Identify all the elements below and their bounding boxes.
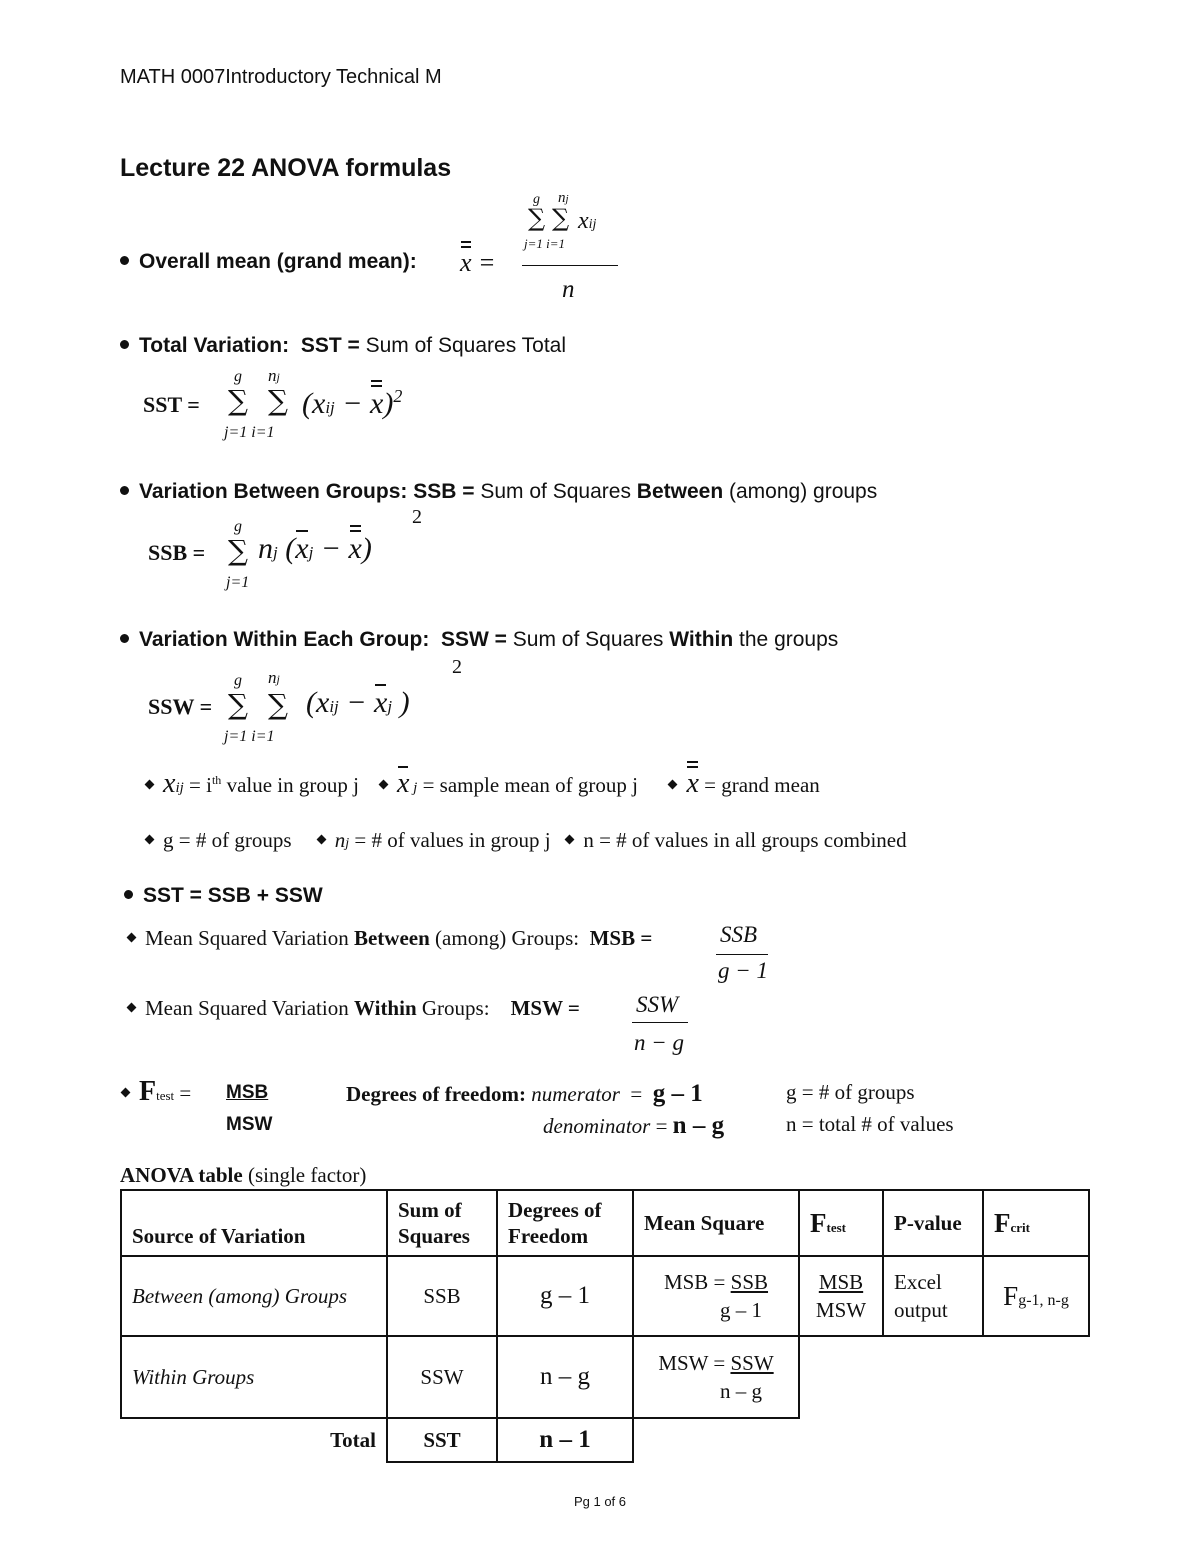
header-source: Source of Variation bbox=[121, 1190, 387, 1256]
bullet-icon bbox=[120, 486, 129, 495]
diamond-bullet-icon bbox=[145, 834, 155, 844]
header-f-crit: Fcrit bbox=[983, 1190, 1089, 1256]
total-ss: SST bbox=[387, 1418, 497, 1462]
n-note: n = total # of values bbox=[786, 1112, 954, 1136]
row-df-within: n – g bbox=[497, 1336, 633, 1418]
msb-denominator: g − 1 bbox=[718, 958, 769, 983]
anova-table bbox=[120, 1189, 1090, 1463]
bullet-icon bbox=[124, 890, 133, 899]
ftest-denominator: MSW bbox=[226, 1114, 273, 1135]
page-number: Pg 1 of 6 bbox=[573, 1494, 627, 1509]
definitions-row-2: g = # of groups nj = # of values in group j n = # of values in all groups combined bbox=[146, 828, 907, 853]
diamond-bullet-icon bbox=[127, 932, 137, 942]
overall-mean-label: Overall mean (grand mean): bbox=[120, 250, 417, 274]
diamond-bullet-icon bbox=[668, 779, 678, 789]
row-df-between: g – 1 bbox=[497, 1256, 633, 1336]
between-groups-line: Variation Between Groups: SSB = Sum of Squares Between (among) groups bbox=[120, 480, 877, 504]
g-note: g = # of groups bbox=[786, 1080, 915, 1104]
bullet-icon bbox=[120, 634, 129, 643]
df-denominator-line: denominator = n – g bbox=[543, 1112, 725, 1139]
ftest-line: Ftest = bbox=[122, 1076, 191, 1108]
table-row bbox=[121, 1256, 1089, 1336]
msw-numerator: SSW bbox=[636, 992, 679, 1017]
diamond-bullet-icon bbox=[565, 834, 575, 844]
row-ss-between: SSB bbox=[387, 1256, 497, 1336]
ftest-numerator: MSB bbox=[226, 1082, 269, 1103]
header-mean-square: Mean Square bbox=[633, 1190, 799, 1256]
diamond-bullet-icon bbox=[127, 1002, 137, 1012]
ssb-equation-label: SSB = bbox=[148, 540, 206, 565]
row-f-between: MSB MSW bbox=[799, 1256, 883, 1336]
row-source-between: Between (among) Groups bbox=[121, 1256, 387, 1336]
row-ms-between: MSB = SSB g – 1 bbox=[633, 1256, 799, 1336]
header-f-test: Ftest bbox=[799, 1190, 883, 1256]
bullet-icon bbox=[120, 256, 129, 265]
within-groups-line: Variation Within Each Group: SSW = Sum of Squares Within the groups bbox=[120, 628, 838, 652]
row-p-between: Excel output bbox=[883, 1256, 983, 1336]
sst-identity: SST = SSB + SSW bbox=[124, 884, 323, 908]
header-sum-of-squares: Sum of Squares bbox=[387, 1190, 497, 1256]
row-ss-within: SSW bbox=[387, 1336, 497, 1418]
ssw-equation-label: SSW = bbox=[148, 694, 213, 719]
total-df: n – 1 bbox=[497, 1418, 633, 1462]
row-fcrit-between: Fg-1, n-g bbox=[983, 1256, 1089, 1336]
msw-line: Mean Squared Variation Within Groups: MSW = bbox=[128, 996, 580, 1021]
total-label: Total bbox=[121, 1418, 387, 1462]
definitions-row-1: xij = $i^{th}$ value in group j x j = sample mean of group j x = grand mean bbox=[146, 768, 820, 800]
total-variation-line: Total Variation: SST = Sum of Squares Total bbox=[120, 334, 566, 358]
ssb-formula: g ∑ j=1 nj (xj − x) 2 bbox=[226, 506, 422, 591]
grand-mean-formula: x = g nj ∑ ∑ xij j=1 i=1 n bbox=[460, 190, 630, 310]
header-p-value: P-value bbox=[883, 1190, 983, 1256]
diamond-bullet-icon bbox=[316, 834, 326, 844]
sst-equation-label: SST = bbox=[143, 392, 200, 417]
page-title: Lecture 22 ANOVA formulas bbox=[120, 154, 452, 182]
df-numerator-line: Degrees of freedom: numerator = g – 1 bbox=[346, 1080, 703, 1107]
table-row bbox=[121, 1336, 1089, 1418]
msb-numerator: SSB bbox=[720, 922, 758, 947]
bullet-icon bbox=[120, 340, 129, 349]
msb-line: Mean Squared Variation Between (among) Groups: MSB = bbox=[128, 926, 652, 951]
diamond-bullet-icon bbox=[379, 779, 389, 789]
diamond-bullet-icon bbox=[145, 779, 155, 789]
table-header-row bbox=[121, 1190, 1089, 1256]
table-caption: ANOVA table (single factor) bbox=[120, 1163, 367, 1187]
diamond-bullet-icon bbox=[121, 1087, 131, 1097]
msw-denominator: n − g bbox=[634, 1030, 685, 1055]
sst-formula: g nj ∑ ∑ j=1 i=1 (xij − x)$^2$ bbox=[224, 366, 403, 441]
ssw-formula: g nj ∑ ∑ j=1 i=1 (xij − xj ) 2 bbox=[224, 656, 462, 745]
row-source-within: Within Groups bbox=[121, 1336, 387, 1418]
page-header: MATH 0007Introductory Technical M bbox=[120, 66, 442, 88]
header-degrees-of-freedom: Degrees of Freedom bbox=[497, 1190, 633, 1256]
row-ms-within: MSW = SSW n – g bbox=[633, 1336, 799, 1418]
table-total-row bbox=[121, 1418, 1089, 1462]
